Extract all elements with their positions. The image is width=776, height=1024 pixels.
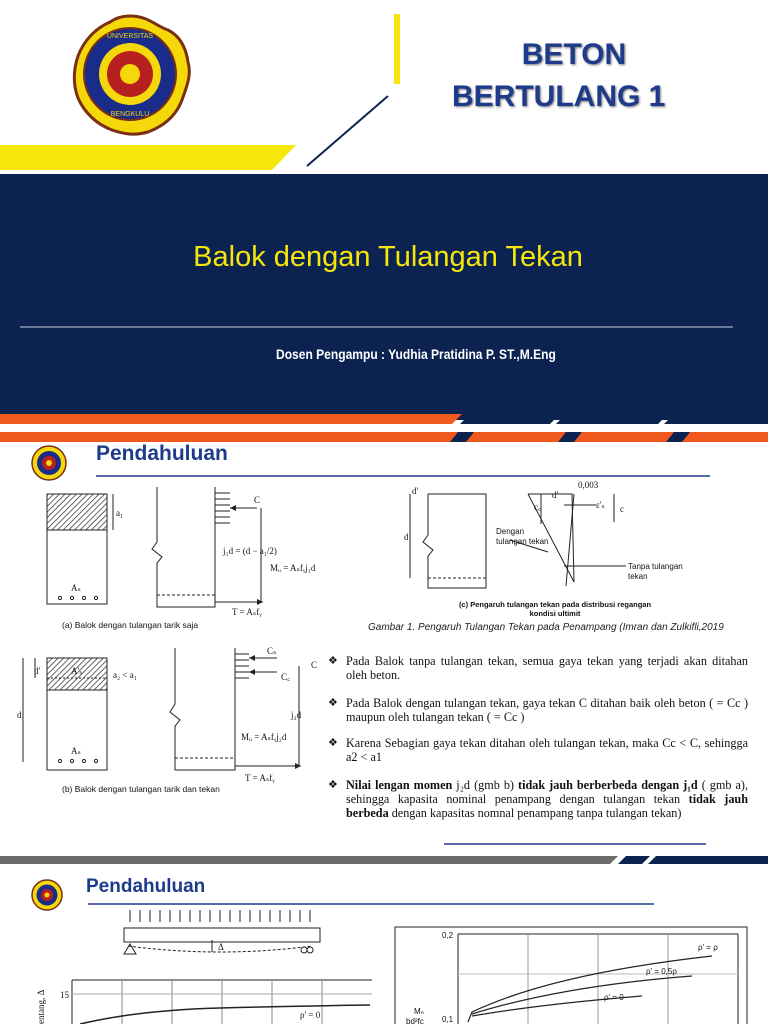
bullet-2: [328, 696, 748, 724]
ytick-15: 15: [60, 990, 69, 1000]
bullet-1: [328, 654, 748, 682]
ylabel-bd2fc: bd²fc: [406, 1017, 424, 1024]
bullet-4-bold-3: tidak jauh berbeda: [346, 792, 748, 820]
label-T2: T = Aₛfᵧ: [245, 773, 275, 783]
label-Cs: Cₛ: [267, 646, 277, 656]
bullet-4-text: [346, 778, 748, 820]
course-title-line2: BERTULANG 1: [452, 80, 666, 113]
bullet-1-text: Pada Balok tanpa tulangan tekan, semua gaya tekan yang terjadi akan ditahan oleh beton.: [346, 654, 748, 682]
label-strain: 0,003: [578, 480, 599, 490]
ytick-top: 0,2: [442, 931, 454, 940]
bullet-4-text-2: ( gmb a), sehingga kapasita nominal penampang dengan tulangan tekan: [346, 778, 749, 806]
bullet-4-text-1: j₂d (gmb b): [452, 778, 519, 792]
label-tanpa2: tekan: [628, 572, 648, 581]
course-title-line1: BETON: [521, 38, 627, 71]
curve-label-rho-eq: ρ' = ρ: [698, 943, 718, 952]
ylabel-deflection: entang, Δ: [36, 989, 46, 1024]
slide-subtitle: Balok dengan Tulangan Tekan: [193, 241, 583, 273]
ylabel-mn: Mₙ: [414, 1007, 424, 1016]
label-As-prime: A'ₛ: [71, 666, 83, 676]
label-j2d: j₂d: [291, 710, 302, 720]
label-As2: Aₛ: [71, 746, 81, 756]
fig-b-caption: (b) Balok dengan tulangan tarik dan tekan: [62, 784, 220, 794]
bullet-marker: ❖: [328, 779, 338, 791]
label-As: Aₛ: [71, 583, 81, 593]
label-c: c: [620, 504, 624, 514]
gambar-caption: Gambar 1. Pengaruh Tulangan Tekan pada Penampang (Imran dan Zulkifli,2019: [368, 622, 724, 633]
fig-c-caption-1: (c) Pengaruh tulangan tekan pada distribusi regangan: [458, 600, 652, 609]
intro-slide-1: [0, 432, 768, 852]
curve-label-rho-zero: ρ' = 0: [604, 993, 624, 1002]
figure-c-strain: [396, 478, 683, 618]
label-C: C: [254, 495, 261, 505]
bullet-marker: ❖: [328, 737, 338, 749]
label-a2lt: a₂ < a₁: [113, 670, 137, 680]
label-C2: C: [311, 660, 318, 670]
lecturer-name: Dosen Pengampu : Yudhia Pratidina P. ST.,M.Eng: [276, 346, 556, 362]
section-title-2: Pendahuluan: [86, 876, 206, 897]
label-Mu1: Mᵤ = Aₛfᵧj₁d: [270, 563, 316, 573]
label-eps: ε'ₛ: [596, 500, 605, 510]
svg-text:UNIVERSITAS: UNIVERSITAS: [106, 33, 154, 40]
bullet-4-bold-1: Nilai lengan momen: [346, 778, 453, 792]
ytick-mid: 0,1: [442, 1015, 454, 1024]
section-title: Pendahuluan: [96, 442, 228, 465]
curve-label-rho0: ρ' = 0: [300, 1010, 321, 1020]
fig-c-caption-2: kondisi ultimit: [529, 609, 581, 618]
label-dprime-c: d': [412, 486, 419, 496]
label-tanpa: Tanpa tulangan: [628, 562, 683, 571]
label-dprime-c2: d': [552, 490, 559, 500]
title-slide: [0, 0, 768, 432]
bullet-2-text: Pada Balok dengan tulangan tekan, gaya tekan C ditahan baik oleh beton ( = Cc ) maupun oleh tulangan tekan ( = Cc ): [346, 696, 748, 724]
label-Mu2: Mᵤ = Aₛfᵧj₂d: [241, 732, 287, 742]
label-a1: a₁: [116, 508, 124, 518]
deflection-figure: [0, 904, 380, 1024]
moment-chart: [392, 924, 752, 1024]
bullet-4-text-3: dengan kapasitas nomnal penampang tanpa tulangan tekan): [388, 806, 682, 820]
label-cc: c꜀: [534, 502, 542, 512]
figure-a-labels: [15, 487, 370, 637]
label-d-b: d: [17, 710, 22, 720]
fig-c-caption: [430, 600, 680, 618]
label-dengan2: tulangan tekan: [496, 537, 549, 546]
label-d-c: d: [404, 532, 409, 542]
figure-b-beam-double: [15, 644, 340, 794]
bullet-4-bold-2: tidak jauh berberbeda dengan j₁d: [518, 778, 698, 792]
intro-slide-2: [0, 852, 768, 1024]
svg-text:BENGKULU: BENGKULU: [110, 111, 150, 118]
curve-label-rho-half: ρ' = 0,5ρ: [646, 967, 677, 976]
label-dengan: Dengan: [496, 527, 525, 536]
small-logo-icon: [30, 444, 68, 482]
university-logo: [68, 12, 192, 136]
label-dprime-b: d': [34, 666, 41, 676]
label-delta: Δ: [218, 942, 224, 952]
label-Cc: C꜀: [281, 672, 291, 682]
bullet-marker: ❖: [328, 655, 338, 667]
bullet-3: [328, 736, 748, 764]
label-j1d: j₁d = (d − a₁/2): [223, 546, 277, 556]
fig-a-caption: (a) Balok dengan tulangan tarik saja: [62, 620, 199, 630]
bullet-3-text: Karena Sebagian gaya tekan ditahan oleh tulangan tekan, maka Cc < C, sehingga a2 < a1: [346, 736, 748, 764]
label-T1: T = Aₛfᵧ: [232, 607, 262, 617]
bullet-4: [328, 778, 748, 820]
bullet-marker: ❖: [328, 697, 338, 709]
